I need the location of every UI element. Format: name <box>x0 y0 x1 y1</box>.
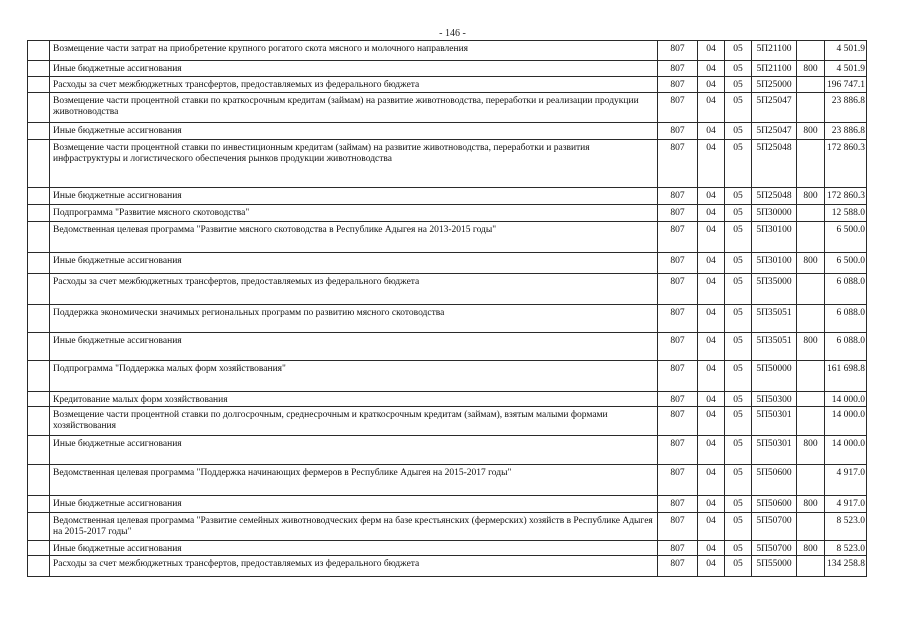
cell-admin-code: 807 <box>658 407 698 436</box>
cell-description: Иные бюджетные ассигнования <box>50 188 658 205</box>
table-row <box>28 556 867 577</box>
cell-subsection-code: 05 <box>725 407 752 436</box>
cell-blank <box>28 541 50 556</box>
cell-subsection-code: 05 <box>725 93 752 123</box>
cell-blank <box>28 140 50 188</box>
cell-subsection-code: 05 <box>725 496 752 513</box>
cell-section-code: 04 <box>698 123 725 140</box>
table-row <box>28 188 867 205</box>
cell-amount: 172 860.3 <box>825 188 867 205</box>
page-number: - 146 - <box>439 28 466 39</box>
cell-admin-code: 807 <box>658 188 698 205</box>
cell-section-code: 04 <box>698 41 725 61</box>
cell-expense-type <box>797 274 825 305</box>
budget-table-body <box>28 41 867 577</box>
table-row <box>28 496 867 513</box>
cell-admin-code: 807 <box>658 253 698 274</box>
cell-description: Возмещение части процентной ставки по инвестиционным кредитам (займам) на развитие животноводства, переработки и развития инфраструктуры и логистического обеспечения рынков продукции животноводства <box>50 140 658 188</box>
cell-admin-code: 807 <box>658 361 698 392</box>
cell-section-code: 04 <box>698 556 725 577</box>
cell-blank <box>28 333 50 361</box>
budget-table <box>27 40 867 577</box>
cell-amount: 14 000.0 <box>825 407 867 436</box>
cell-description: Поддержка экономически значимых региональных программ по развитию мясного скотоводства <box>50 305 658 333</box>
cell-expense-type <box>797 93 825 123</box>
cell-expense-type <box>797 407 825 436</box>
cell-target-code: 5П25048 <box>752 140 797 188</box>
cell-admin-code: 807 <box>658 541 698 556</box>
cell-admin-code: 807 <box>658 556 698 577</box>
cell-target-code: 5П21100 <box>752 41 797 61</box>
cell-blank <box>28 188 50 205</box>
cell-admin-code: 807 <box>658 140 698 188</box>
cell-target-code: 5П50301 <box>752 436 797 465</box>
cell-subsection-code: 05 <box>725 305 752 333</box>
cell-admin-code: 807 <box>658 41 698 61</box>
cell-admin-code: 807 <box>658 465 698 496</box>
cell-target-code: 5П35051 <box>752 305 797 333</box>
cell-blank <box>28 513 50 541</box>
cell-amount: 8 523.0 <box>825 513 867 541</box>
cell-section-code: 04 <box>698 465 725 496</box>
cell-section-code: 04 <box>698 61 725 77</box>
cell-expense-type: 800 <box>797 61 825 77</box>
cell-subsection-code: 05 <box>725 465 752 496</box>
cell-description: Расходы за счет межбюджетных трансфертов, предоставляемых из федерального бюджета <box>50 77 658 93</box>
cell-expense-type: 800 <box>797 123 825 140</box>
table-row <box>28 41 867 61</box>
cell-section-code: 04 <box>698 361 725 392</box>
cell-subsection-code: 05 <box>725 333 752 361</box>
cell-admin-code: 807 <box>658 77 698 93</box>
cell-expense-type <box>797 465 825 496</box>
cell-amount: 6 088.0 <box>825 274 867 305</box>
cell-section-code: 04 <box>698 496 725 513</box>
cell-description: Иные бюджетные ассигнования <box>50 541 658 556</box>
cell-blank <box>28 123 50 140</box>
cell-target-code: 5П50000 <box>752 361 797 392</box>
cell-blank <box>28 305 50 333</box>
cell-admin-code: 807 <box>658 333 698 361</box>
cell-subsection-code: 05 <box>725 253 752 274</box>
table-row <box>28 253 867 274</box>
cell-target-code: 5П55000 <box>752 556 797 577</box>
cell-description: Иные бюджетные ассигнования <box>50 496 658 513</box>
cell-amount: 4 917.0 <box>825 465 867 496</box>
cell-blank <box>28 222 50 253</box>
cell-target-code: 5П50600 <box>752 496 797 513</box>
cell-subsection-code: 05 <box>725 392 752 407</box>
cell-blank <box>28 556 50 577</box>
cell-description: Возмещение части процентной ставки по долгосрочным, среднесрочным и краткосрочным кредитам (займам), взятым малыми формами хозяйствования <box>50 407 658 436</box>
cell-admin-code: 807 <box>658 274 698 305</box>
cell-subsection-code: 05 <box>725 436 752 465</box>
cell-admin-code: 807 <box>658 496 698 513</box>
cell-expense-type: 800 <box>797 253 825 274</box>
cell-section-code: 04 <box>698 222 725 253</box>
cell-expense-type <box>797 305 825 333</box>
cell-blank <box>28 436 50 465</box>
table-row <box>28 465 867 496</box>
cell-subsection-code: 05 <box>725 556 752 577</box>
cell-amount: 23 886.8 <box>825 93 867 123</box>
table-row <box>28 392 867 407</box>
cell-subsection-code: 05 <box>725 274 752 305</box>
cell-description: Ведомственная целевая программа "Поддержка начинающих фермеров в Республике Адыгея на 2015-2017 годы" <box>50 465 658 496</box>
cell-amount: 6 088.0 <box>825 305 867 333</box>
cell-target-code: 5П25048 <box>752 188 797 205</box>
cell-admin-code: 807 <box>658 222 698 253</box>
cell-amount: 4 501.9 <box>825 61 867 77</box>
table-row <box>28 407 867 436</box>
cell-description: Иные бюджетные ассигнования <box>50 61 658 77</box>
cell-admin-code: 807 <box>658 436 698 465</box>
cell-target-code: 5П35051 <box>752 333 797 361</box>
cell-amount: 134 258.8 <box>825 556 867 577</box>
cell-description: Расходы за счет межбюджетных трансфертов, предоставляемых из федерального бюджета <box>50 274 658 305</box>
cell-subsection-code: 05 <box>725 188 752 205</box>
table-row <box>28 305 867 333</box>
cell-description: Иные бюджетные ассигнования <box>50 123 658 140</box>
cell-description: Возмещение части процентной ставки по краткосрочным кредитам (займам) на развитие животноводства, переработки и реализации продукции животноводства <box>50 93 658 123</box>
cell-description: Иные бюджетные ассигнования <box>50 253 658 274</box>
cell-blank <box>28 93 50 123</box>
cell-section-code: 04 <box>698 205 725 222</box>
cell-amount: 4 917.0 <box>825 496 867 513</box>
table-row <box>28 541 867 556</box>
cell-amount: 14 000.0 <box>825 392 867 407</box>
cell-description: Возмещение части затрат на приобретение крупного рогатого скота мясного и молочного направления <box>50 41 658 61</box>
table-row <box>28 333 867 361</box>
cell-blank <box>28 253 50 274</box>
cell-expense-type: 800 <box>797 496 825 513</box>
table-row <box>28 205 867 222</box>
cell-section-code: 04 <box>698 77 725 93</box>
cell-expense-type <box>797 140 825 188</box>
cell-expense-type <box>797 361 825 392</box>
cell-target-code: 5П50600 <box>752 465 797 496</box>
table-row <box>28 274 867 305</box>
cell-section-code: 04 <box>698 140 725 188</box>
cell-expense-type <box>797 222 825 253</box>
cell-description: Подпрограмма "Развитие мясного скотоводства" <box>50 205 658 222</box>
cell-description: Расходы за счет межбюджетных трансфертов, предоставляемых из федерального бюджета <box>50 556 658 577</box>
cell-blank <box>28 392 50 407</box>
cell-blank <box>28 41 50 61</box>
cell-expense-type <box>797 77 825 93</box>
cell-blank <box>28 205 50 222</box>
cell-target-code: 5П50700 <box>752 513 797 541</box>
cell-section-code: 04 <box>698 436 725 465</box>
cell-admin-code: 807 <box>658 93 698 123</box>
cell-amount: 12 588.0 <box>825 205 867 222</box>
cell-blank <box>28 361 50 392</box>
cell-amount: 172 860.3 <box>825 140 867 188</box>
cell-expense-type: 800 <box>797 541 825 556</box>
cell-target-code: 5П30100 <box>752 253 797 274</box>
cell-subsection-code: 05 <box>725 205 752 222</box>
cell-admin-code: 807 <box>658 61 698 77</box>
cell-blank <box>28 407 50 436</box>
cell-subsection-code: 05 <box>725 222 752 253</box>
cell-amount: 4 501.9 <box>825 41 867 61</box>
cell-target-code: 5П50300 <box>752 392 797 407</box>
cell-admin-code: 807 <box>658 305 698 333</box>
cell-blank <box>28 274 50 305</box>
cell-description: Подпрограмма "Поддержка малых форм хозяйствования" <box>50 361 658 392</box>
table-row <box>28 93 867 123</box>
cell-section-code: 04 <box>698 407 725 436</box>
cell-subsection-code: 05 <box>725 77 752 93</box>
cell-blank <box>28 61 50 77</box>
cell-blank <box>28 77 50 93</box>
cell-section-code: 04 <box>698 188 725 205</box>
cell-amount: 14 000.0 <box>825 436 867 465</box>
cell-description: Иные бюджетные ассигнования <box>50 333 658 361</box>
cell-subsection-code: 05 <box>725 61 752 77</box>
cell-subsection-code: 05 <box>725 361 752 392</box>
table-row <box>28 361 867 392</box>
cell-expense-type: 800 <box>797 188 825 205</box>
cell-amount: 161 698.8 <box>825 361 867 392</box>
cell-target-code: 5П30000 <box>752 205 797 222</box>
cell-section-code: 04 <box>698 253 725 274</box>
cell-target-code: 5П25000 <box>752 77 797 93</box>
cell-expense-type <box>797 205 825 222</box>
cell-section-code: 04 <box>698 93 725 123</box>
cell-target-code: 5П50301 <box>752 407 797 436</box>
cell-expense-type <box>797 556 825 577</box>
cell-section-code: 04 <box>698 541 725 556</box>
cell-admin-code: 807 <box>658 392 698 407</box>
cell-target-code: 5П25047 <box>752 93 797 123</box>
table-row <box>28 61 867 77</box>
cell-target-code: 5П50700 <box>752 541 797 556</box>
cell-blank <box>28 496 50 513</box>
cell-subsection-code: 05 <box>725 513 752 541</box>
cell-amount: 6 088.0 <box>825 333 867 361</box>
table-row <box>28 77 867 93</box>
cell-description: Кредитование малых форм хозяйствования <box>50 392 658 407</box>
table-row <box>28 123 867 140</box>
cell-expense-type <box>797 41 825 61</box>
cell-section-code: 04 <box>698 513 725 541</box>
table-row <box>28 140 867 188</box>
cell-amount: 196 747.1 <box>825 77 867 93</box>
cell-admin-code: 807 <box>658 513 698 541</box>
cell-target-code: 5П30100 <box>752 222 797 253</box>
cell-description: Ведомственная целевая программа "Развитие мясного скотоводства в Республике Адыгея на 2013-2015 годы" <box>50 222 658 253</box>
cell-admin-code: 807 <box>658 205 698 222</box>
cell-section-code: 04 <box>698 333 725 361</box>
table-row <box>28 513 867 541</box>
cell-target-code: 5П21100 <box>752 61 797 77</box>
cell-description: Иные бюджетные ассигнования <box>50 436 658 465</box>
cell-section-code: 04 <box>698 274 725 305</box>
cell-subsection-code: 05 <box>725 41 752 61</box>
cell-section-code: 04 <box>698 305 725 333</box>
table-row <box>28 222 867 253</box>
cell-admin-code: 807 <box>658 123 698 140</box>
cell-amount: 6 500.0 <box>825 253 867 274</box>
table-row <box>28 436 867 465</box>
cell-amount: 23 886.8 <box>825 123 867 140</box>
cell-expense-type <box>797 513 825 541</box>
cell-target-code: 5П35000 <box>752 274 797 305</box>
cell-description: Ведомственная целевая программа "Развитие семейных животноводческих ферм на базе крестьянских (фермерских) хозяйств в Республике Адыгея на 2015-2017 годы" <box>50 513 658 541</box>
cell-subsection-code: 05 <box>725 541 752 556</box>
cell-blank <box>28 465 50 496</box>
cell-expense-type: 800 <box>797 436 825 465</box>
cell-subsection-code: 05 <box>725 140 752 188</box>
cell-expense-type: 800 <box>797 333 825 361</box>
cell-amount: 6 500.0 <box>825 222 867 253</box>
cell-target-code: 5П25047 <box>752 123 797 140</box>
cell-section-code: 04 <box>698 392 725 407</box>
cell-amount: 8 523.0 <box>825 541 867 556</box>
cell-expense-type <box>797 392 825 407</box>
cell-subsection-code: 05 <box>725 123 752 140</box>
